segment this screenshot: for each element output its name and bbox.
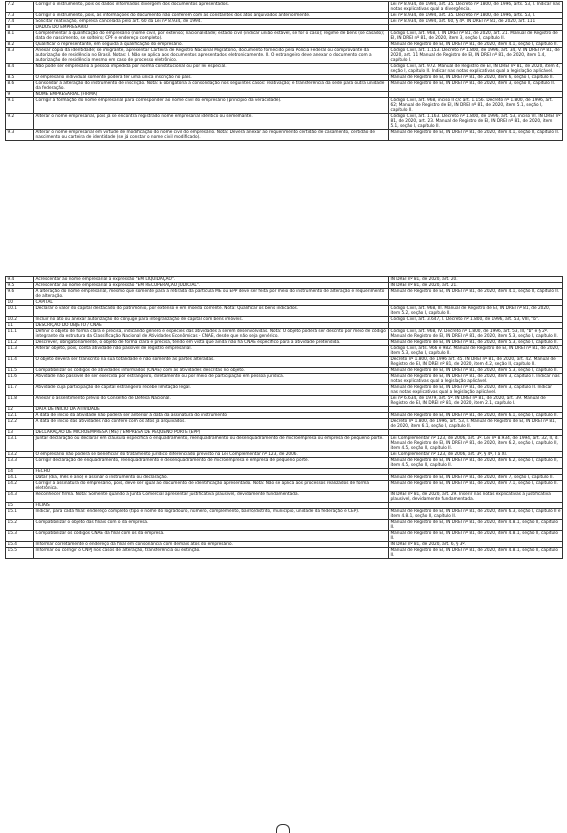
item-number: 8.4 (6, 64, 34, 75)
requirement-text: Informar corretamente o endereço da filial em consonância com demais atos do empresário. (34, 542, 389, 548)
table-row (6, 289, 563, 300)
table-row (6, 329, 563, 340)
legal-reference: Manual de Registro de EI, IN DREI nº 81, de 2020, item 4.1, seção I, capítulo II. (389, 42, 563, 48)
item-number: 14.2 (6, 481, 34, 492)
requirement-text: A data de início da atividade não poderá ser anterior à data da assinatura do instrumento (34, 413, 389, 419)
item-number: 10 (6, 300, 34, 306)
item-number: 13.2 (6, 452, 34, 458)
item-number: 11 (6, 323, 34, 329)
item-number: 15.5 (6, 548, 34, 559)
item-number: 14.1 (6, 475, 34, 481)
item-number: 11.5 (6, 368, 34, 374)
table-row (6, 458, 563, 469)
requirement-text: Complementar a qualificação do empresário (nome civil, por extenso; nacionalidade; estado civil (indicar união estável, se for o caso); regime de bens (se casado); data de nascimento, se solteiro; CPF e endereço completo). (34, 31, 389, 42)
requirement-text: Acrescentar ao nome empresarial a expressão "EM LIQUIDAÇÃO". (34, 277, 389, 283)
table-row (6, 13, 563, 19)
item-number: 12 (6, 407, 34, 413)
item-number: 14.3 (6, 492, 34, 503)
requirement-text: Consolidar a alteração do instrumento de inscrição. Nota: É obrigatória a consolidação nos seguintes casos: reativação; e transferência da sede para outra unidade da federação. (34, 81, 389, 92)
requirement-text: Anexar o assentimento prévio do Conselho de Defesa Nacional. (34, 396, 389, 407)
table-row (6, 357, 563, 368)
table-row (6, 2, 563, 13)
table-row (6, 452, 563, 458)
requirement-text: Corrigir declaração de enquadramento, reenquadramento e desenquadramento de microempresa e empresa de pequeno porte. (34, 458, 389, 469)
requirement-text: Solicitar reativação, empresa cancelada pelo art. 60 da Lei nº 8.934, de 1994. (34, 19, 389, 25)
item-number: 8.2 (6, 42, 34, 48)
requirement-text: Definir o objeto de forma clara e precisa, indicando gênero e espécies das atividades a serem desenvolvidas. Nota: O objeto poderá ser descrito por meio de código integrante da estrutura da Classificação Nacional de Atividades Econômicas - CNAE, desde que não seja genérico. (34, 329, 389, 340)
item-number: 12.2 (6, 419, 34, 430)
legal-reference: Manual de Registro de EI, IN DREI nº 81, de 2020, item 5.3, seção I, capítulo II. (389, 340, 563, 346)
legal-reference: Decreto nº 1.800, de 1996 art. 45. IN DREI nº 81, de 2020, art. 42. Manual de Registro de EI, IN DREI nº 81, de 2020, item 4.2, seção II, capítulo II. (389, 357, 563, 368)
item-number: 8.6 (6, 81, 34, 92)
requirement-text: Não pode ser empresário a pessoa impedida por norma constitucional ou por lei especial. (34, 64, 389, 75)
table-row (6, 481, 563, 492)
table-row (6, 419, 563, 430)
item-number: 15.2 (6, 520, 34, 531)
requirement-text: FILIAIS (34, 503, 389, 509)
legal-reference: IN DREI nº 81, de 2020, art. 6, § 3º. (389, 542, 563, 548)
table-row (6, 520, 563, 531)
requirement-text: Compatibilizar os códigos CNAE da filial com os da empresa. (34, 531, 389, 542)
item-number: 7.3 (6, 13, 34, 19)
requirement-text: DATA DE INÍCIO DA ATIVIDADE (34, 407, 389, 413)
legal-reference: Código Civil, art. 968, IV. Decreto nº 1.800, de 1996, art. 53, III, "b" e § 2º. Manual de Registro de EI, IN DREI nº 81, de 2020, item 5.3, seção I, capítulo II. (389, 329, 563, 340)
item-number: 14 (6, 469, 34, 475)
item-number: 8.5 (6, 75, 34, 81)
requirement-text: Corrigir o instrumento, pois, as informações do documento não conferem com as constantes dos atos arquivados anteriormente. (34, 13, 389, 19)
requirement-text: Juntar declaração ou declarar em cláusula específica o enquadramento, reenquadramento ou desenquadramento de microempresa ou empresa de pequeno porte. (34, 436, 389, 452)
legal-reference: Manual de Registro de EI, IN DREI nº 81, de 2020, item 4.8.1, seção II, capítulo II. (389, 531, 563, 542)
legal-reference: Manual de Registro de EI, IN DREI nº 81, de 2020, item 7, seção I, capítulo II. (389, 475, 563, 481)
legal-reference: Lei Complementar nº 123, de 2006, art. 3º. Lei nº 8.934, de 1994, art. 32, II, d. Manual de Registro de EI, IN DREI nº 81, de 2020, item 6.2, seção I, capítulo II, item 4.5, seção II, capítulo II. (389, 436, 563, 452)
legal-reference: Código Civil, art. 972. Manual de Registro de EI, IN DREI nº 81, de 2020, item 4, seção I, capítulo II. Indicar nas notas explicativas qual a legislação aplicável. (389, 64, 563, 75)
table-row (6, 340, 563, 346)
item-number: 9.1 (6, 98, 34, 114)
requirement-text: Atividade cuja participação de capital estrangeiro recebe limitação legal. (34, 385, 389, 396)
legal-reference: Manual de Registro de EI, IN DREI nº 81, de 2020, item 6.2, seção I, capítulo II, item 4.5, seção II, capítulo II. (389, 458, 563, 469)
legal-reference: Lei nº 8.934, de 1994, art. 60, § 4º. IN DREI nº 81, de 2020, art. 111 (389, 19, 563, 25)
requirement-text: Alterar o nome empresarial em virtude de modificação do nome civil do empresário. Nota: Deverá anexar ao requerimento certidão de casamento, certidão de nascimento ou carteira de identidade (se já constar o nome civil modificado). (34, 130, 389, 141)
table-row (6, 492, 563, 503)
legal-reference: Manual de Registro de EI, IN DREI nº 81, de 2020, item 6.3, seção I, capítulo II e item 4.8.1, seção II, capítulo II. (390, 509, 561, 519)
requirement-text: Acrescentar ao nome empresarial a expressão "EM RECUPERAÇÃO JUDICIAL". (34, 283, 389, 289)
item-number: 11.2 (6, 340, 34, 346)
requirement-text: Qualificar o representante, em seguida à qualificação do empresário. (34, 42, 389, 48)
requirement-text: Atividade não passível de ser exercida por estrangeiro, diretamente ou por meio de participação em pessoa jurídica. (34, 374, 389, 385)
requirement-text: Anexar cópia da identidade; se imigrante, apresentar Carteira de Registro Nacional Migratório, documento fornecido pela Polícia Federal ou comprovante da autorização de residência no Brasil. Notas: I. Não se aplica aos documentos apresentados eletronicamente. II. O estrangeiro deve anexar o documento com a autorização de residência mesmo em caso de processo eletrônico. (34, 48, 389, 64)
item-number: 7.4 (6, 19, 34, 25)
requirement-text: O objeto deverá ser transcrito na sua totalidade e não somente as partes alteradas. (34, 357, 389, 368)
table-row (6, 531, 563, 542)
item-number: 13 (6, 430, 34, 436)
requirement-text: O empresário não poderá se beneficiar do tratamento jurídico diferenciado previsto na Lei Complementar nº 123, de 2006. (34, 452, 389, 458)
item-number: 8.1 (6, 31, 34, 42)
table-row (6, 81, 563, 92)
item-number: 15.3 (6, 531, 34, 542)
legal-reference: Código Civil, art. 968, inciso II c/c art. 1.156. Decreto nº 1.800, de 1996, art. 62; Manual de Registro de EI, IN DREI nº 81, de 2020, item 5.1, seção I, capítulo II. (389, 98, 563, 114)
item-number: 11.3 (6, 346, 34, 357)
legal-reference: Manual de Registro de EI, IN DREI nº 81, de 2020, item 4.1, seção II, capítulo II. (389, 130, 563, 141)
item-number: 9.3 (6, 130, 34, 141)
legal-reference: Código Civil, art. 968, I. IN DREI nº 81, de 2020, art. 21. Manual de Registro de EI, IN DREI nº 81, de 2020, item 3, seção I, capítulo II. (389, 31, 563, 42)
requirement-text: Corrigir o instrumento, pois os dados informados divergem dos documentos apresentados. (34, 2, 389, 13)
item-number: 10.2 (6, 317, 34, 323)
legal-reference: Manual de Registro de EI, IN DREI nº 81, de 2020, item 3, seção II, capítulo II. (389, 81, 563, 92)
item-number: 15.4 (6, 542, 34, 548)
legal-reference: IN DREI nº 81, de 2020, art. 21. (389, 283, 563, 289)
item-number: 7.2 (6, 2, 34, 13)
item-number: 9.2 (6, 114, 34, 130)
legal-reference: Lei nº 6.634, de 1979, art. 5º. IN DREI nº 81, de 2020, art. 39. Manual de Registro de EI, IN DREI nº 81, de 2020, item 2.1, capítulo I. (389, 396, 563, 407)
table-row (6, 64, 563, 75)
legal-reference: Manual de Registro de EI, IN DREI nº 81, de 2020, item 4.1, seção II, capítulo II. (389, 289, 563, 300)
item-number: 11.4 (6, 357, 34, 368)
item-number: 9.5 (6, 283, 34, 289)
requirement-text: Corrigir a formação do nome empresarial para corresponder ao nome civil do empresário (princípio da veracidade). (34, 98, 389, 114)
item-number: 11.6 (6, 374, 34, 385)
table-row (6, 548, 563, 559)
requirements-table-1 (5, 1, 563, 141)
legal-reference: Código Civil, art. 968, III. Manual de Registro de EI, IN DREI nº 81, de 2020, item 5.2, seção I, capítulo II. (389, 306, 563, 317)
item-number: 10.1 (6, 306, 34, 317)
legal-reference: Manual de Registro de EI, IN DREI nº 81, de 2020, item 7.1, seção I, capítulo II. (389, 481, 563, 492)
item-number: 13.1 (6, 436, 34, 452)
requirement-text: Declarar o valor do capital destacado do patrimônio, por extenso e em moeda corrente. Nota: Qualificar os bens indicados. (34, 306, 389, 317)
requirement-text: Compatibilizar os códigos de atividades informados (CNAE) com as atividades descritas no objeto. (34, 368, 389, 374)
table-row (6, 346, 563, 357)
requirement-text: FECHO (34, 469, 389, 475)
legal-reference: Código Civil, art. 3.647, I. Decreto nº 1.800, de 1996, art. 53, VIII, "b". (389, 317, 563, 323)
legal-reference: IN DREI nº 81, de 2020, art. 20. (389, 277, 563, 283)
item-number: 11.1 (6, 329, 34, 340)
requirement-text: Descrever, obrigatoriamente, o objeto de forma clara e precisa, tendo em vista que ainda não há CNAE específico para a atividade pretendida. (34, 340, 389, 346)
legal-reference: IN DREI nº 81, de 2020, art. 29. Inserir nas notas explicativas a justificativa plausível, devidamente fundamentada. (389, 492, 563, 503)
table-row (6, 114, 563, 130)
legal-reference: Código Civil, arts. 966 e 982. Manual de Registro de EI, IN DREI nº 81, de 2020, item 5.3, seção I, capítulo II. (389, 346, 563, 357)
requirement-text: Datar (dia, mês e ano) e assinar o instrumento ou declaração. (34, 475, 389, 481)
table-row (6, 385, 563, 396)
item-number: 15.1 (6, 509, 34, 520)
table-row (6, 130, 563, 141)
item-number: 9.6 (6, 289, 34, 300)
legal-reference: Código Civil, art. 1.153. Decreto nº 1.800, de 1996, art. 34, V. IN DREI nº 81, de 2020, art. 11 Manual de Registro de EI, IN DREI nº 81, de 2020, item 1.4, capítulo I. (389, 48, 563, 64)
requirement-text: CAPITAL (34, 300, 389, 306)
requirement-text: DECLARAÇÃO DE MICROEMPRESA (ME) / EMPRESA DE PEQUENO PORTE (EPP) (34, 430, 389, 436)
item-number: 9.4 (6, 277, 34, 283)
table-row (6, 436, 563, 452)
legal-reference: Lei Complementar nº 123, de 2006, art. 3º, § 4º, I a XI. (389, 452, 563, 458)
legal-reference: Lei nº 8.934, de 1994, art. 35. Decreto nº 1800, de 1996, arts. 53, I. (389, 13, 563, 19)
requirement-text: Alterar objeto, pois, conta atividade não passível de registro empresarial. (34, 346, 389, 357)
item-number: 15 (6, 503, 34, 509)
table-row (6, 374, 563, 385)
item-number: 9 (6, 92, 34, 98)
legal-reference: Manual de Registro de EI, IN DREI nº 81, de 2020, item 3, capítulo I. Indicar nas notas explicativas qual a legislação aplicável. (389, 374, 563, 385)
requirement-text: DESCRIÇÃO DO OBJETO / CNAE (34, 323, 389, 329)
item-number: 8.3 (6, 48, 34, 64)
table-row (6, 509, 563, 520)
requirement-text: Informar ou corrigir o CNPJ nos casos de alteração, transferência ou extinção. (34, 548, 389, 559)
item-number: 13.3 (6, 458, 34, 469)
item-number: 11.8 (6, 396, 34, 407)
requirement-text: Indicar, para cada filial: endereço completo (tipo e nome do logradouro, número, complemento, bairro/distrito, município, unidade da federação e CEP). (34, 509, 389, 520)
requirement-text: A alteração do nome empresarial, mesmo que somente para a retirada da partícula ME ou EPP deve ser feita por meio do instrumento de alteração e requerimento de alteração. (34, 289, 389, 300)
item-number: 12.1 (6, 413, 34, 419)
table-row (6, 31, 563, 42)
requirement-text: DADOS DO EMPRESÁRIO (34, 25, 389, 31)
item-number: 8 (6, 25, 34, 31)
table-row (6, 396, 563, 407)
item-number: 11.7 (6, 385, 34, 396)
requirement-text: Compatibilizar o objeto das filiais com o da empresa. (34, 520, 389, 531)
table-row (6, 306, 563, 317)
legal-reference: Lei nº 8.934, de 1994, art. 35. Decreto nº 1800, de 1996, arts. 53, I. Indicar nas notas explicativas qual a divergência. (389, 2, 563, 13)
requirements-table-2 (5, 276, 563, 559)
legal-reference: Manual de Registro de EI, IN DREI nº 81, de 2020, item 5.3, seção I, capítulo II. (389, 368, 563, 374)
legal-reference: Manual de Registro de EI, IN DREI nº 81, de 2020, item 6, seção I, capítulo II. (389, 75, 563, 81)
legal-reference: Decreto nº 1.800, de 1996, art. 53, I. Manual de Registro de EI, IN DREI nº 81, de 2020, item 6.1, seção I, capítulo II. (389, 419, 563, 430)
requirement-text: Reconhecer firma. Nota: Somente quando a Junta Comercial apresentar justificativa plausível, devidamente fundamentada. (34, 492, 389, 503)
table-row (6, 48, 563, 64)
requirement-text: Alterar o nome empresarial, pois já se encontra registrado nome empresarial idêntico ou semelhante. (34, 114, 389, 130)
legal-reference: Manual de Registro de EI, IN DREI nº 81, de 2020, item 4.8.1, seção II, capítulo II. (389, 520, 563, 531)
legal-reference: Manual de Registro de EI, IN DREI nº 81, de 2020, item 3, capítulo II. Indicar nas notas explicativas qual a legislação aplicável. (389, 385, 563, 396)
legal-reference: Código Civil, art. 1.163. Decreto nº 1.800, de 1996, art. 53, inciso VI. IN DREI nº 81, de 2020, art. 23. Manual de Registro de EI, IN DREI nº 81, de 2020, item 5.1, seção I, capítulo II. (389, 114, 563, 130)
requirement-text: A data de início das atividades não confere com os atos já arquivados. (34, 419, 389, 430)
legal-reference: Manual de Registro de EI, IN DREI nº 81, de 2020, item 4.8.1, seção II, capítulo II. (389, 548, 563, 559)
requirement-text: NOME EMPRESARIAL (FIRMA) (34, 92, 389, 98)
table-row (6, 98, 563, 114)
requirement-text: Corrigir a assinatura do empresário, pois, deve ser igual ao documento de identificação apresentado. Nota: Não se aplica aos processos realizados de forma eletrônica. (34, 481, 389, 492)
legal-reference: Manual de Registro de EI, IN DREI nº 81, de 2020, item 6.1, seção I, capítulo II. (389, 413, 563, 419)
requirement-text: Incluir no ato ou anexar autorização do cônjuge para integralização de capital com bens imóveis. (34, 317, 389, 323)
requirement-text: O empresário individual somente poderá ter uma única inscrição no país. (34, 75, 389, 81)
